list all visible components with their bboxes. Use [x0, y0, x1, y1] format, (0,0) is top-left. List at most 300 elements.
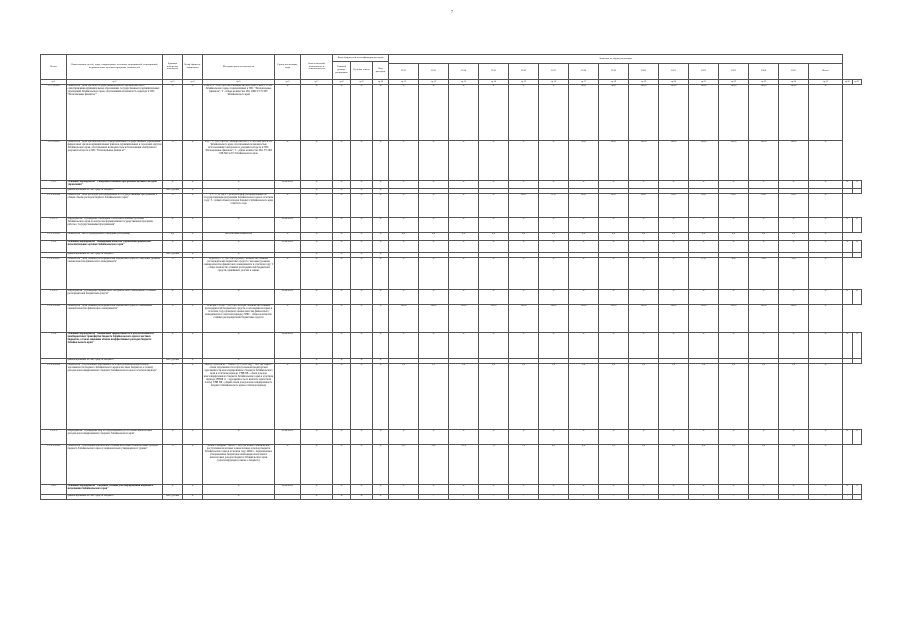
- header-year: 2018: [569, 64, 599, 80]
- table-cell: X: [351, 241, 373, 253]
- table-cell: X: [163, 485, 183, 495]
- table-cell: X: [599, 181, 629, 189]
- table-cell: X: [163, 181, 183, 189]
- table-cell: X: [809, 305, 843, 333]
- row-name: Показатель "Число проведенных совещаний (заседаний)": [67, 233, 163, 241]
- header-unit: Единица измерения показателя: [163, 55, 183, 80]
- table-cell: 100,0: [719, 85, 749, 141]
- table-cell: X: [275, 364, 301, 430]
- row-name: Показатель "Доля органов государственной власти, органов местного самоуправления муниципальных образований, государственных и муниципальных учреждений Забайкальского края, обеспечивших возможность перехода в ГИС "Региональные финансы"": [67, 85, 163, 141]
- table-cell: X: [629, 430, 659, 445]
- table-cell: X: [659, 241, 689, 253]
- table-cell: [843, 253, 852, 258]
- table-cell: X: [351, 189, 373, 194]
- table-cell: X: [373, 233, 389, 241]
- row-method: X: [203, 359, 275, 364]
- table-cell: X: [333, 445, 351, 485]
- table-cell: 2014-2025: [275, 241, 301, 253]
- table-cell: X: [301, 305, 333, 333]
- table-cell: X: [373, 258, 389, 290]
- header-method: Методика расчета показателя: [203, 55, 275, 80]
- header-year: 2022: [689, 64, 719, 80]
- table-cell: X: [373, 364, 389, 430]
- table-cell: 1,0: [749, 364, 779, 430]
- table-row: [41, 430, 862, 445]
- column-number: гр.25: [809, 80, 843, 85]
- table-cell: 100,0: [719, 141, 749, 181]
- table-cell: X: [449, 218, 479, 233]
- row-name: финансирование за счет средств бюджета: [67, 189, 163, 194]
- row-number: 1.1.2.0.0084: [41, 194, 67, 218]
- table-row: [41, 495, 862, 500]
- table-cell: 2,0: [779, 233, 809, 241]
- table-cell: X: [333, 241, 351, 253]
- table-cell: -: [449, 495, 479, 500]
- table-cell: X: [479, 485, 509, 495]
- header-year: 2014: [449, 64, 479, 80]
- column-number: гр.18: [599, 80, 629, 85]
- table-cell: X: [449, 85, 479, 141]
- table-cell: X: [449, 485, 479, 495]
- table-cell: X: [183, 233, 203, 241]
- table-cell: [852, 495, 861, 500]
- table-cell: 100,0: [689, 141, 719, 181]
- row-name: Показатель "Доля органов местного самоуправления, государственных учреждений, финансовых органов муниципальных районов, муниципальных и городских округов Забайкальского края, обеспеченных возможностью использования электронного документооборота в ГИС "Региональные финансы"": [67, 141, 163, 181]
- table-cell: 3,5: [719, 445, 749, 485]
- table-cell: тыс. рублей: [163, 253, 183, 258]
- table-cell: X: [599, 333, 629, 359]
- table-cell: -: [689, 495, 719, 500]
- table-cell: X: [539, 485, 569, 495]
- table-cell: X: [351, 333, 373, 359]
- row-name: Основное мероприятие "Повышение качества управления финансами исполнительных органов Забайкальского края": [67, 241, 163, 253]
- table-cell: X: [183, 333, 203, 359]
- column-number: гр.11: [389, 80, 419, 85]
- table-cell: X: [183, 241, 203, 253]
- table-cell: X: [479, 258, 509, 290]
- row-number: 1.1.13.0083: [41, 141, 67, 181]
- table-cell: X: [419, 258, 449, 290]
- column-number: гр.3: [163, 80, 183, 85]
- table-cell: X: [719, 290, 749, 305]
- table-cell: X: [809, 485, 843, 495]
- table-cell: X: [163, 218, 183, 233]
- table-cell: X: [301, 485, 333, 495]
- table-cell: X: [449, 258, 479, 290]
- column-number: гр.14: [479, 80, 509, 85]
- table-cell: X: [301, 253, 333, 258]
- row-method: Рсист.=Т / 100, где Рсист.-количество ИО, ОМСУМО, ГУ, МУ Забайкальского края, подключенных к ГИС "Региональные финансы"; Т - общее количество ИО, ОМСУ, ГУ, МУ Забайкальского края: [203, 85, 275, 141]
- table-cell: X: [809, 258, 843, 290]
- table-row: [41, 233, 862, 241]
- table-cell: X: [163, 290, 183, 305]
- table-cell: X: [419, 485, 449, 495]
- table-cell: -: [599, 495, 629, 500]
- table-cell: -: [749, 495, 779, 500]
- table-cell: X: [183, 445, 203, 485]
- table-cell: 100,0: [509, 305, 539, 333]
- table-cell: 93,0: [749, 194, 779, 218]
- table-cell: X: [659, 485, 689, 495]
- row-method: Рэд = Т / 100, где Рэд - количество ИО, ГУ, ФО МР, МО и ГО Забайкальского края, обеспеченных возможностью использования электронного документооборота в ГИС "Региональные финансы"; Т - общее количество ИО, ГУ, ФО МР, МО и ГО Забайкальского края: [203, 141, 275, 181]
- table-cell: 5,0: [629, 445, 659, 485]
- table-cell: X: [419, 290, 449, 305]
- table-cell: X: [599, 218, 629, 233]
- table-cell: X: [569, 485, 599, 495]
- row-name: финансирование за счет средств бюджета: [67, 495, 163, 500]
- table-cell: 2,0: [659, 233, 689, 241]
- table-cell: X: [351, 258, 373, 290]
- table-cell: X: [333, 258, 351, 290]
- column-number: гр.21: [689, 80, 719, 85]
- table-cell: X: [779, 181, 809, 189]
- table-cell: 4,0: [389, 233, 419, 241]
- table-cell: 2,0: [629, 233, 659, 241]
- table-cell: X: [301, 359, 333, 364]
- table-cell: X: [659, 290, 689, 305]
- table-cell: X: [419, 241, 449, 253]
- header-code-type: Вид расходов: [373, 62, 389, 80]
- table-cell: X: [809, 218, 843, 233]
- table-cell: X: [599, 485, 629, 495]
- table-cell: X: [351, 194, 373, 218]
- table-cell: 2,0: [539, 233, 569, 241]
- table-cell: X: [509, 430, 539, 445]
- table-cell: X: [569, 241, 599, 253]
- header-weight: Коэф. фициент значимости: [183, 55, 203, 80]
- table-cell: 2014-2025: [275, 181, 301, 189]
- table-cell: X: [479, 181, 509, 189]
- table-cell: X: [689, 241, 719, 253]
- table-cell: 100,0: [689, 305, 719, 333]
- table-cell: 2,0: [719, 233, 749, 241]
- table-cell: X: [449, 241, 479, 253]
- table-cell: %: [163, 85, 183, 141]
- table-cell: X: [163, 430, 183, 445]
- row-name: Основное мероприятие "Создание условий для оперирования надежного исполнения Забайкальского края": [67, 485, 163, 495]
- row-number: 1.1.4.1.: [41, 290, 67, 305]
- table-cell: X: [749, 485, 779, 495]
- table-cell: X: [389, 333, 419, 359]
- table-cell: X: [333, 85, 351, 141]
- table-cell: X: [333, 333, 351, 359]
- column-number: гр.8: [333, 80, 351, 85]
- row-method: X: [203, 241, 275, 253]
- table-cell: X: [689, 430, 719, 445]
- table-cell: 4,5: [659, 445, 689, 485]
- table-cell: X: [333, 430, 351, 445]
- row-number: 1.1.4.1.0090: [41, 445, 67, 485]
- header-year: 2025: [779, 64, 809, 80]
- table-cell: %: [163, 445, 183, 485]
- table-cell: 60,0: [599, 141, 629, 181]
- column-number: гр.7: [301, 80, 333, 85]
- column-number: гр.19: [629, 80, 659, 85]
- table-cell: X: [333, 290, 351, 305]
- table-cell: 4,0: [689, 445, 719, 485]
- column-number: гр.27: [852, 80, 861, 85]
- table-cell: X: [275, 194, 301, 218]
- table-cell: X: [689, 290, 719, 305]
- table-cell: 6,5: [539, 445, 569, 485]
- column-number: гр.24: [779, 80, 809, 85]
- table-cell: X: [301, 141, 333, 181]
- table-cell: 100,0: [749, 85, 779, 141]
- table-cell: X: [779, 218, 809, 233]
- row-method: ФПнн = ФПфакт / ФПпл × 100, где ФПнн - фактическое поступление налоговых и неналоговых доходов бюджета Забайкальского края в отчетном году; ФПпл - первоначально утвержденные бюджетные назначения налоговых и неналоговых доходов бюджета Забайкальского края (прогнозируемые в законе о бюджете): [203, 445, 275, 485]
- table-cell: 1,2: [389, 364, 419, 430]
- row-method: X: [203, 181, 275, 189]
- table-cell: X: [389, 258, 419, 290]
- page-number: 7: [451, 9, 453, 14]
- table-cell: X: [852, 333, 861, 359]
- table-cell: X: [333, 189, 351, 194]
- table-cell: 100,0: [749, 141, 779, 181]
- row-method: X: [203, 218, 275, 233]
- row-method: X: [203, 495, 275, 500]
- row-number: 1.1.4.: [41, 241, 67, 253]
- table-cell: X: [183, 253, 203, 258]
- table-cell: X: [599, 430, 629, 445]
- table-cell: X: [689, 333, 719, 359]
- table-cell: 30,0: [719, 258, 749, 290]
- row-method: Р = Т / В, где Р - доля расходов, распределенных по государственным программам Забайкальского края в отчетном году; Т - общий объем расходов бюджета Забайкальского края отчетного года: [203, 194, 275, 218]
- table-cell: X: [301, 218, 333, 233]
- table-cell: X: [351, 485, 373, 495]
- table-cell: X: [373, 445, 389, 485]
- table-cell: 2014-2025: [275, 430, 301, 445]
- table-cell: 90,0: [599, 194, 629, 218]
- table-row: [41, 364, 862, 430]
- table-cell: X: [569, 258, 599, 290]
- row-number: [41, 495, 67, 500]
- table-row: [41, 141, 862, 181]
- table-cell: 87,0: [539, 194, 569, 218]
- table-cell: X: [749, 181, 779, 189]
- table-cell: 100,0: [629, 305, 659, 333]
- table-cell: X: [449, 333, 479, 359]
- table-cell: X: [333, 141, 351, 181]
- table-cell: X: [689, 485, 719, 495]
- table-cell: 100,0: [719, 305, 749, 333]
- table-cell: X: [275, 258, 301, 290]
- table-cell: X: [373, 333, 389, 359]
- header-year: 2024: [749, 64, 779, 80]
- table-cell: X: [539, 333, 569, 359]
- table-cell: X: [301, 290, 333, 305]
- table-cell: X: [509, 485, 539, 495]
- table-cell: X: [509, 141, 539, 181]
- table-cell: 3,0: [749, 445, 779, 485]
- table-cell: X: [301, 85, 333, 141]
- table-cell: X: [749, 218, 779, 233]
- table-cell: X: [809, 430, 843, 445]
- table-cell: -: [809, 495, 843, 500]
- table-row: [41, 241, 862, 253]
- table-cell: X: [479, 218, 509, 233]
- table-cell: X: [843, 290, 852, 305]
- table-cell: 2,0: [449, 233, 479, 241]
- table-cell: X: [629, 218, 659, 233]
- table-cell: X: [333, 364, 351, 430]
- row-method: ГРБСфм = ГРБС / 100, где ГРБСфм - количество главных распорядителей бюджетных средств, в отношении которых в отчетном году проведена оценка качества финансового менеджмента в отчетном периоде; ГРБС - общее количество главных распорядителей бюджетных средств: [203, 305, 275, 333]
- table-cell: 100,0: [749, 305, 779, 333]
- table-cell: тыс. рублей: [163, 189, 183, 194]
- table-cell: 80,0: [569, 85, 599, 141]
- table-cell: X: [852, 430, 861, 445]
- table-cell: X: [809, 333, 843, 359]
- table-cell: X: [852, 485, 861, 495]
- table-cell: -: [509, 495, 539, 500]
- table-cell: X: [449, 290, 479, 305]
- table-cell: X: [479, 333, 509, 359]
- table-cell: %: [163, 305, 183, 333]
- table-cell: 33,0: [779, 258, 809, 290]
- column-number: гр.26: [843, 80, 852, 85]
- table-cell: X: [183, 290, 203, 305]
- table-row: [41, 258, 862, 290]
- table-cell: 1,0: [779, 364, 809, 430]
- table-cell: X: [539, 218, 569, 233]
- table-cell: 2014-2025: [275, 290, 301, 305]
- column-number: гр.13: [449, 80, 479, 85]
- table-cell: [852, 253, 861, 258]
- column-number: гр.5: [203, 80, 275, 85]
- header-year: 2017: [539, 64, 569, 80]
- table-cell: [389, 495, 419, 500]
- table-cell: 100,0: [659, 141, 689, 181]
- table-cell: 100,0: [659, 305, 689, 333]
- table-cell: X: [333, 218, 351, 233]
- header-responsible: Ответственный исполнитель и соисполнители: [301, 55, 333, 80]
- table-cell: X: [569, 333, 599, 359]
- table-cell: X: [539, 181, 569, 189]
- table-cell: 93,0: [659, 194, 689, 218]
- table-cell: X: [809, 181, 843, 189]
- row-name: Показатель "Доля главных распорядителей бюджетных средств с высоким уровнем оценки качества финансового менеджмента": [67, 258, 163, 290]
- table-cell: X: [629, 485, 659, 495]
- table-cell: 1,0: [479, 364, 509, 430]
- table-cell: X: [183, 181, 203, 189]
- table-cell: X: [809, 241, 843, 253]
- table-cell: X: [373, 485, 389, 495]
- table-cell: %: [163, 194, 183, 218]
- table-cell: тыс. рублей: [163, 359, 183, 364]
- table-cell: X: [569, 430, 599, 445]
- table-cell: X: [183, 430, 203, 445]
- table-cell: X: [419, 333, 449, 359]
- table-cell: %: [163, 364, 183, 430]
- table-cell: X: [809, 290, 843, 305]
- column-number: гр.9: [351, 80, 373, 85]
- row-name: Показатель "Отклонение фактического объема налоговых и неналоговых доходов бюджета Забайкальского края от первоначально утвержденного уровня": [67, 445, 163, 485]
- table-cell: 1,0: [689, 364, 719, 430]
- table-cell: 100,0: [779, 141, 809, 181]
- table-cell: X: [843, 181, 852, 189]
- table-cell: 2,0: [599, 233, 629, 241]
- table-cell: X: [719, 485, 749, 495]
- table-cell: 1,0: [719, 364, 749, 430]
- table-cell: X: [779, 290, 809, 305]
- table-cell: X: [539, 85, 569, 141]
- table-cell: X: [301, 445, 333, 485]
- table-cell: X: [373, 181, 389, 189]
- table-cell: X: [351, 290, 373, 305]
- table-cell: X: [749, 241, 779, 253]
- table-row: [41, 445, 862, 485]
- table-cell: -: [479, 495, 509, 500]
- table-row: [41, 85, 862, 141]
- table-cell: X: [719, 333, 749, 359]
- table-cell: X: [373, 253, 389, 258]
- column-number: гр.2: [67, 80, 163, 85]
- table-cell: X: [749, 290, 779, 305]
- table-cell: X: [351, 445, 373, 485]
- table-cell: X: [749, 430, 779, 445]
- table-cell: 5,5: [599, 445, 629, 485]
- table-cell: X: [509, 290, 539, 305]
- table-cell: X: [389, 218, 419, 233]
- table-cell: X: [389, 181, 419, 189]
- table-cell: -11,0: [449, 445, 479, 485]
- table-cell: 100,0: [599, 305, 629, 333]
- table-cell: X: [479, 141, 509, 181]
- row-number: 1.1.2.1.: [41, 218, 67, 233]
- row-name: Мероприятие "Проведение мер по оздоровлению роста объема неналоговых доходов консолидированного бюджета Забайкальского края": [67, 430, 163, 445]
- table-cell: X: [539, 290, 569, 305]
- table-cell: X: [843, 218, 852, 233]
- table-cell: X: [809, 233, 843, 241]
- table-cell: X: [373, 305, 389, 333]
- table-cell: X: [659, 430, 689, 445]
- table-cell: 2014-2025: [275, 333, 301, 359]
- table-cell: X: [351, 218, 373, 233]
- row-name: финансирование за счет средств бюджета: [67, 253, 163, 258]
- table-cell: X: [809, 364, 843, 430]
- header-values-group: Значения по годам реализации: [389, 55, 843, 64]
- table-cell: 2,0: [749, 233, 779, 241]
- row-method: X: [203, 333, 275, 359]
- row-number: 1.1.4.0.0087: [41, 258, 67, 290]
- table-cell: X: [419, 218, 449, 233]
- column-number: гр.20: [659, 80, 689, 85]
- table-row: [41, 305, 862, 333]
- row-name: Показатель "Доля расходов, распределенных по государственным программам, в общем объеме расходов бюджета Забайкальского края": [67, 194, 163, 218]
- table-cell: X: [333, 233, 351, 241]
- table-cell: 93,0: [719, 194, 749, 218]
- table-cell: X: [509, 258, 539, 290]
- header-year: 2015: [479, 64, 509, 80]
- table-cell: 33,0: [749, 258, 779, 290]
- table-cell: 2,0: [509, 233, 539, 241]
- column-number: гр.22: [719, 80, 749, 85]
- table-cell: X: [539, 258, 569, 290]
- column-number: гр.10: [373, 80, 389, 85]
- row-number: 1.1.13.0082: [41, 85, 67, 141]
- row-name: Мероприятие "Проведение совещаний с исполнительными органами Забайкальского края по вопросам формирования государственных программ, работы с государственными программами": [67, 218, 163, 233]
- table-cell: X: [569, 218, 599, 233]
- table-cell: X: [749, 333, 779, 359]
- table-cell: X: [479, 85, 509, 141]
- row-method: X: [203, 253, 275, 258]
- table-cell: X: [373, 218, 389, 233]
- table-cell: 1,0: [569, 364, 599, 430]
- table-cell: 100,0: [629, 141, 659, 181]
- table-row: [41, 218, 862, 233]
- indicators-table: [40, 54, 862, 500]
- table-cell: X: [659, 218, 689, 233]
- row-number: 1.4.8.: [41, 485, 67, 495]
